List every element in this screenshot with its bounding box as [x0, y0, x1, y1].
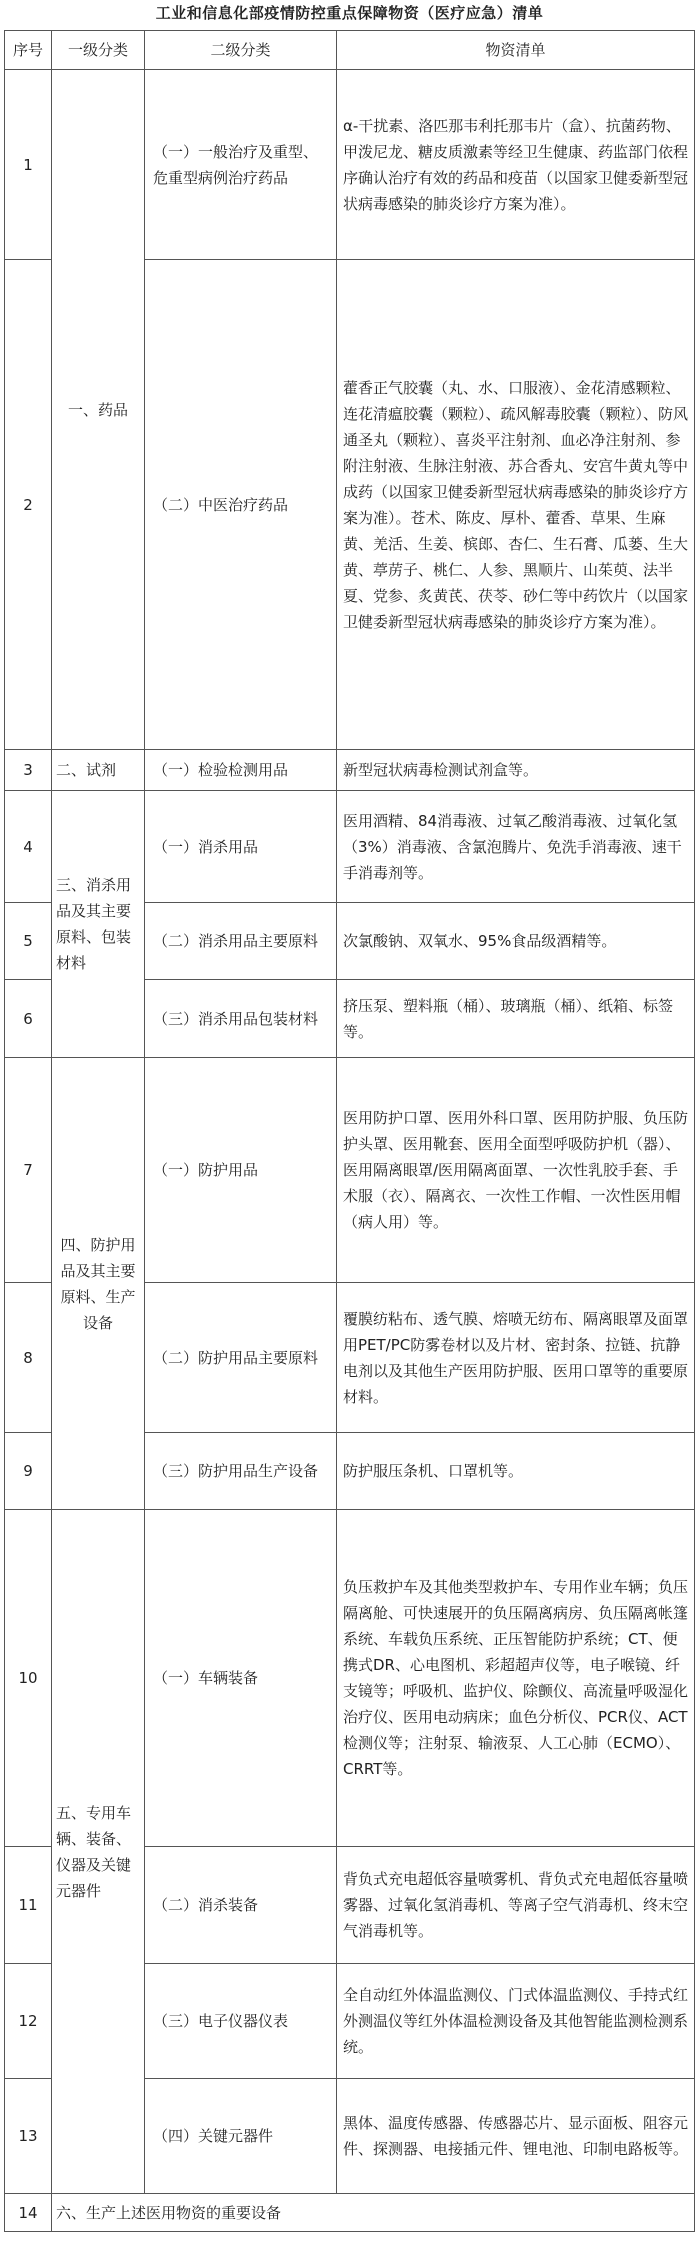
item-list: 覆膜纺粘布、透气膜、熔喷无纺布、隔离眼罩及面罩用PET/PC防雾卷材以及片材、密封条、拉链、抗静电剂以及其他生产医用防护服、医用口罩等的重要原材料。	[337, 1283, 695, 1433]
header-index: 序号	[5, 31, 52, 70]
table-row	[5, 750, 695, 791]
item-list: 新型冠状病毒检测试剂盒等。	[337, 750, 695, 791]
row-index: 6	[5, 980, 52, 1058]
row-index: 4	[5, 791, 52, 903]
level2-category: （四）关键元器件	[145, 2079, 337, 2194]
row-index: 5	[5, 903, 52, 980]
header-level1: 一级分类	[52, 31, 145, 70]
row-index: 9	[5, 1433, 52, 1510]
row-index: 1	[5, 70, 52, 260]
item-list: α-干扰素、洛匹那韦利托那韦片（盒）、抗菌药物、甲泼尼龙、糖皮质激素等经卫生健康、药监部门依程序确认治疗有效的药品和疫苗（以国家卫健委新型冠状病毒感染的肺炎诊疗方案为准）。	[337, 70, 695, 260]
item-list: 防护服压条机、口罩机等。	[337, 1433, 695, 1510]
table-row	[5, 2194, 695, 2232]
level2-category: （二）消杀装备	[145, 1847, 337, 1964]
item-list: 藿香正气胶囊（丸、水、口服液）、金花清感颗粒、连花清瘟胶囊（颗粒）、疏风解毒胶囊（颗粒）、防风通圣丸（颗粒）、喜炎平注射剂、血必净注射剂、参附注射液、生脉注射液、苏合香丸、安宫牛黄丸等中成药（以国家卫健委新型冠状病毒感染的肺炎诊疗方案为准）。苍术、陈皮、厚朴、藿香、草果、生麻黄、羌活、生姜、槟郎、杏仁、生石膏、瓜蒌、生大黄、葶苈子、桃仁、人参、黑顺片、山茱萸、法半夏、党参、炙黄芪、茯苓、砂仁等中药饮片（以国家卫健委新型冠状病毒感染的肺炎诊疗方案为准）。	[337, 260, 695, 750]
row-index: 14	[5, 2194, 52, 2232]
level2-category: （一）检验检测用品	[145, 750, 337, 791]
level2-category: （一）一般治疗及重型、危重型病例治疗药品	[145, 70, 337, 260]
header-items: 物资清单	[337, 31, 695, 70]
level2-category: （三）防护用品生产设备	[145, 1433, 337, 1510]
item-list: 负压救护车及其他类型救护车、专用作业车辆；负压隔离舱、可快速展开的负压隔离病房、负压隔离帐篷系统、车载负压系统、正压智能防护系统；CT、便携式DR、心电图机、彩超超声仪等，电子喉镜、纤支镜等；呼吸机、监护仪、除颤仪、高流量呼吸湿化治疗仪、医用电动病床；血色分析仪、PCR仪、ACT检测仪等；注射泵、输液泵、人工心肺（ECMO）、CRRT等。	[337, 1510, 695, 1847]
level1-category: 五、专用车辆、装备、仪器及关键元器件	[52, 1510, 145, 2194]
table-row	[5, 70, 695, 260]
level1-category: 一、药品	[52, 70, 145, 750]
item-list: 医用酒精、84消毒液、过氧乙酸消毒液、过氧化氢（3%）消毒液、含氯泡腾片、免洗手消毒液、速干手消毒剂等。	[337, 791, 695, 903]
row-index: 12	[5, 1964, 52, 2079]
item-list: 背负式充电超低容量喷雾机、背负式充电超低容量喷雾器、过氧化氢消毒机、等离子空气消毒机、终末空气消毒机等。	[337, 1847, 695, 1964]
row-index: 13	[5, 2079, 52, 2194]
table-header-row	[5, 31, 695, 70]
table-row	[5, 1510, 695, 1847]
level2-category: （一）车辆装备	[145, 1510, 337, 1847]
table-row	[5, 1058, 695, 1283]
level1-category: 二、试剂	[52, 750, 145, 791]
item-list: 医用防护口罩、医用外科口罩、医用防护服、负压防护头罩、医用靴套、医用全面型呼吸防护机（器）、医用隔离眼罩/医用隔离面罩、一次性乳胶手套、手术服（衣）、隔离衣、一次性工作帽、一次性医用帽（病人用）等。	[337, 1058, 695, 1283]
level2-category: （一）防护用品	[145, 1058, 337, 1283]
level2-category: （三）电子仪器仪表	[145, 1964, 337, 2079]
row-index: 7	[5, 1058, 52, 1283]
header-level2: 二级分类	[145, 31, 337, 70]
supply-list-table	[4, 30, 695, 2232]
row-index: 2	[5, 260, 52, 750]
row-index: 11	[5, 1847, 52, 1964]
table-row	[5, 791, 695, 903]
item-list: 全自动红外体温监测仪、门式体温监测仪、手持式红外测温仪等红外体温检测设备及其他智能监测检测系统。	[337, 1964, 695, 2079]
level2-category: （二）消杀用品主要原料	[145, 903, 337, 980]
level2-category: （二）中医治疗药品	[145, 260, 337, 750]
row-index: 10	[5, 1510, 52, 1847]
level1-category: 六、生产上述医用物资的重要设备	[52, 2194, 695, 2232]
level2-category: （二）防护用品主要原料	[145, 1283, 337, 1433]
document-title: 工业和信息化部疫情防控重点保障物资（医疗应急）清单	[155, 4, 544, 22]
row-index: 8	[5, 1283, 52, 1433]
level1-category: 四、防护用品及其主要原料、生产设备	[52, 1058, 145, 1510]
item-list: 挤压泵、塑料瓶（桶）、玻璃瓶（桶）、纸箱、标签等。	[337, 980, 695, 1058]
row-index: 3	[5, 750, 52, 791]
level2-category: （三）消杀用品包装材料	[145, 980, 337, 1058]
item-list: 黑体、温度传感器、传感器芯片、显示面板、阻容元件、探测器、电接插元件、锂电池、印制电路板等。	[337, 2079, 695, 2194]
item-list: 次氯酸钠、双氧水、95%食品级酒精等。	[337, 903, 695, 980]
level1-category: 三、消杀用品及其主要原料、包装材料	[52, 791, 145, 1058]
level2-category: （一）消杀用品	[145, 791, 337, 903]
